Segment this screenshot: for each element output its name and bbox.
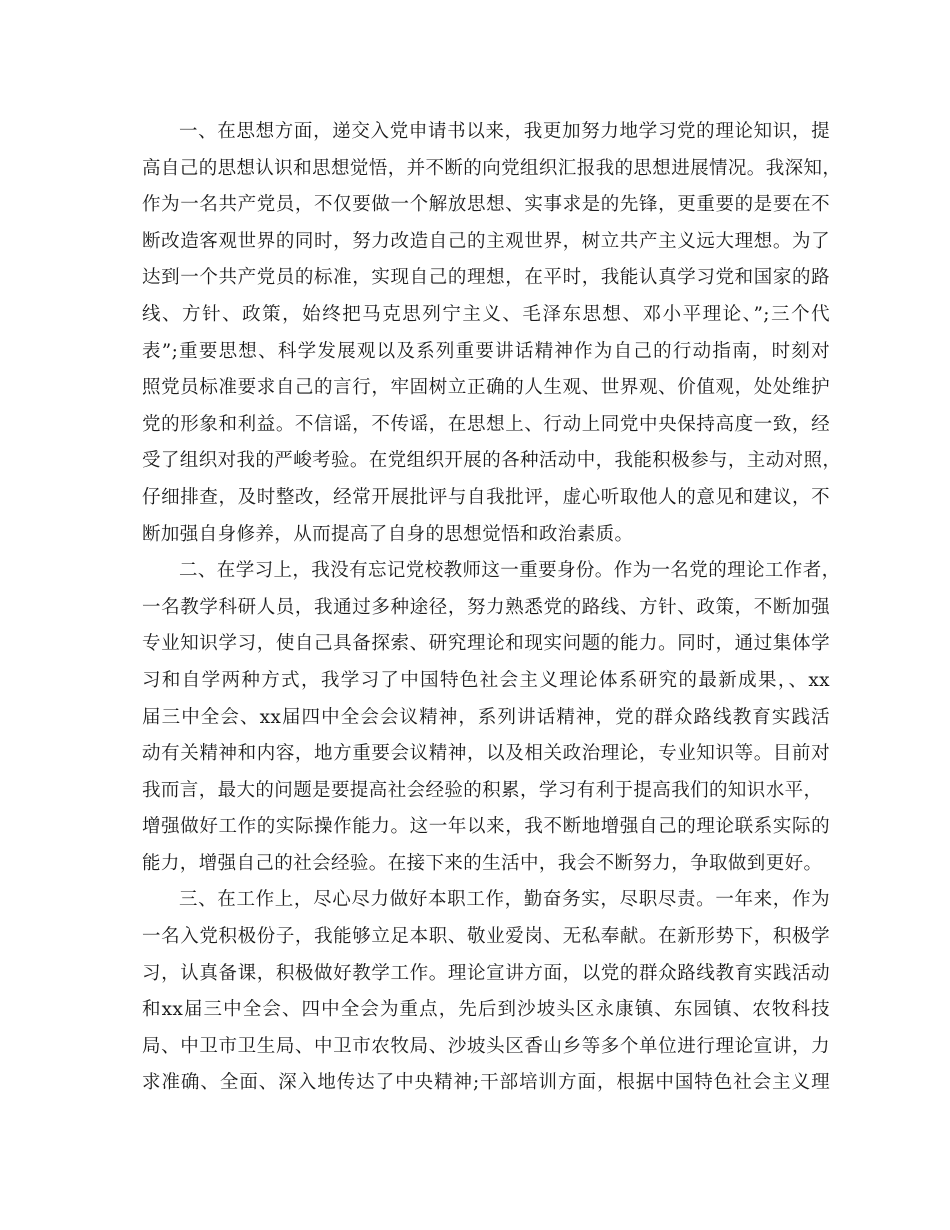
text-line: 党的形象和利益。不信谣，不传谣，在思想上、行动上同党中央保持高度一致，经 [142, 413, 830, 435]
text-line: 局、中卫市卫生局、中卫市农牧局、沙坡头区香山乡等多个单位进行理论宣讲，力 [142, 1035, 830, 1057]
text-line: 习，认真备课，积极做好教学工作。理论宣讲方面，以党的群众路线教育实践活动 [142, 962, 830, 984]
text-line: 我而言，最大的问题是要提高社会经验的积累，学习有利于提高我们的知识水平， [142, 779, 823, 801]
text-line: 仔细排查，及时整改，经常开展批评与自我批评，虚心听取他人的意见和建议，不 [142, 486, 830, 508]
text-line: 求准确、全面、深入地传达了中央精神;干部培训方面，根据中国特色社会主义理 [142, 1072, 830, 1094]
text-line: 达到一个共产党员的标准，实现自己的理想，在平时，我能认真学习党和国家的路 [142, 267, 830, 289]
text-line: 增强做好工作的实际操作能力。这一年以来，我不断地增强自己的理论联系实际的 [142, 816, 830, 838]
text-line: 能力，增强自己的社会经验。在接下来的生活中，我会不断努力，争取做到更好。 [142, 852, 823, 874]
text-line: 届三中全会、xx届四中全会会议精神，系列讲话精神，党的群众路线教育实践活 [142, 706, 830, 728]
text-line: 习和自学两种方式，我学习了中国特色社会主义理论体系研究的最新成果，、xx [142, 669, 830, 691]
text-line: 断改造客观世界的同时，努力改造自己的主观世界，树立共产主义远大理想。为了 [142, 230, 830, 252]
text-line: 一名入党积极份子，我能够立足本职、敬业爱岗、无私奉献。在新形势下，积极学 [142, 926, 830, 948]
text-line: 作为一名共产党员，不仅要做一个解放思想、实事求是的先锋，更重要的是要在不 [142, 194, 830, 216]
text-line: 三、在工作上，尽心尽力做好本职工作，勤奋务实，尽职尽责。一年来，作为 [179, 889, 830, 911]
text-line: 高自己的思想认识和思想觉悟，并不断的向党组织汇报我的思想进展情况。我深知， [142, 157, 842, 179]
text-line: 断加强自身修养，从而提高了自身的思想觉悟和政治素质。 [142, 523, 634, 545]
text-line: 线、方针、政策，始终把马克思列宁主义、毛泽东思想、邓小平理论、”;三个代 [142, 303, 830, 325]
text-line: 专业知识学习，使自己具备探索、研究理论和现实问题的能力。同时，通过集体学 [142, 633, 830, 655]
text-line: 一名教学科研人员，我通过多种途径，努力熟悉党的路线、方针、政策，不断加强 [142, 596, 830, 618]
text-line: 动有关精神和内容，地方重要会议精神，以及相关政治理论，专业知识等。目前对 [142, 743, 830, 765]
text-line: 照党员标准要求自己的言行，牢固树立正确的人生观、世界观、价值观，处处维护 [142, 377, 830, 399]
paragraph-study [142, 553, 841, 882]
text-line: 二、在学习上，我没有忘记党校教师这一重要身份。作为一名党的理论工作者， [179, 560, 841, 582]
paragraph-work [142, 882, 830, 1102]
document-body [142, 114, 842, 1102]
text-line: 一、在思想方面，递交入党申请书以来，我更加努力地学习党的理论知识，提 [179, 121, 830, 142]
text-line: 和xx届三中全会、四中全会为重点，先后到沙坡头区永康镇、东园镇、农牧科技 [142, 999, 830, 1021]
paragraph-thought [142, 114, 842, 553]
text-line: 表”;重要思想、科学发展观以及系列重要讲话精神作为自己的行动指南，时刻对 [142, 340, 830, 362]
text-line: 受了组织对我的严峻考验。在党组织开展的各种活动中，我能积极参与，主动对照， [142, 450, 842, 472]
